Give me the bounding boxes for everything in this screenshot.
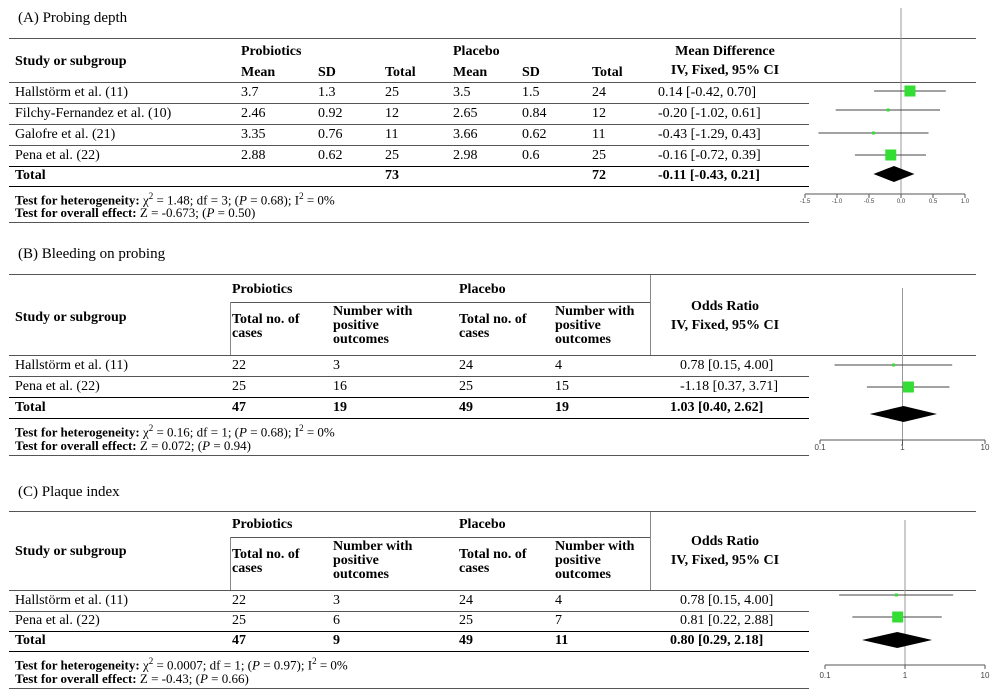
probiotics-total-cases: 25 <box>232 613 246 628</box>
total-rule <box>9 166 809 167</box>
placebo-total: 11 <box>592 127 606 142</box>
pooled-effect-ci: -0.11 [-0.43, 0.21] <box>658 168 760 183</box>
table-bottom-rule <box>9 688 809 689</box>
pooled-effect-diamond <box>873 166 914 182</box>
x-tick-label: 10 <box>980 671 990 680</box>
probiotics-sd: 1.3 <box>318 85 336 100</box>
probiotics-mean: 3.35 <box>241 127 266 142</box>
table-bottom-rule <box>9 455 809 456</box>
heterogeneity-i2: = 0% <box>303 424 335 440</box>
p-symbol: P <box>202 438 211 453</box>
study-effect-marker <box>904 86 915 97</box>
placebo-positive: 4 <box>555 358 562 373</box>
header-placebo: Placebo <box>453 44 500 59</box>
effect-ci: 0.81 [0.22, 2.88] <box>680 613 774 628</box>
header-study: Study or subgroup <box>15 310 127 325</box>
study-name: Hallstörm et al. (11) <box>15 85 129 100</box>
table-bottom-rule <box>9 222 809 223</box>
heterogeneity-label: Test for heterogeneity: <box>15 192 140 208</box>
header-study: Study or subgroup <box>15 544 127 559</box>
header-placebo: Placebo <box>459 517 506 532</box>
heterogeneity-stat: = 0.0007; df = 1; ( <box>153 657 253 673</box>
chi-superscript: 2 <box>148 423 154 433</box>
chi-superscript: 2 <box>148 656 154 666</box>
header-effect-method: IV, Fixed, 95% CI <box>670 318 780 333</box>
forest-plot <box>815 515 1000 685</box>
p-symbol: P <box>206 205 215 220</box>
header-probiotics: Probiotics <box>241 44 302 59</box>
heterogeneity-p: = 0.97); I <box>259 657 313 673</box>
overall-effect-p: = 0.94) <box>210 438 251 453</box>
study-name: Filchy-Fernandez et al. (10) <box>15 106 172 121</box>
heterogeneity-label: Test for heterogeneity: <box>15 657 140 673</box>
probiotics-total: 11 <box>385 127 399 142</box>
x-tick-label: 1 <box>900 443 905 452</box>
group-header-rule <box>230 302 650 303</box>
x-tick-label: 0.5 <box>928 199 938 205</box>
column-divider <box>230 302 231 355</box>
heterogeneity-test <box>15 421 335 439</box>
header-mean-2: Mean <box>453 65 488 80</box>
table-top-rule <box>9 511 976 512</box>
header-total-cases-1: Total no. of cases <box>232 312 300 341</box>
placebo-total-sum: 72 <box>592 168 606 183</box>
pooled-effect-ci: 0.80 [0.29, 2.18] <box>670 633 764 648</box>
heterogeneity-i2: = 0% <box>316 657 348 673</box>
forest-plot <box>810 280 995 460</box>
heterogeneity-i2: = 0% <box>303 192 335 208</box>
placebo-mean: 2.98 <box>453 148 478 163</box>
overall-effect-p: = 0.50) <box>214 205 256 220</box>
probiotics-sd: 0.76 <box>318 127 343 142</box>
row-rule <box>9 145 809 146</box>
effect-ci: 0.14 [-0.42, 0.70] <box>658 85 756 100</box>
header-total-1: Total <box>385 65 416 80</box>
placebo-sd: 1.5 <box>522 85 540 100</box>
study-effect-marker <box>885 150 896 161</box>
placebo-total: 24 <box>592 85 606 100</box>
chi-symbol: χ <box>142 657 149 673</box>
i-superscript: 2 <box>299 191 304 201</box>
x-tick-label: 1.0 <box>960 199 970 205</box>
header-mean-1: Mean <box>241 65 276 80</box>
x-tick-label: -1.5 <box>799 199 811 205</box>
heterogeneity-test <box>15 654 348 672</box>
overall-effect-test <box>15 672 249 686</box>
total-label: Total <box>15 400 46 415</box>
total-bottom-rule <box>9 418 809 419</box>
probiotics-positive: 3 <box>333 593 340 608</box>
total-label: Total <box>15 633 46 648</box>
probiotics-total-cases: 22 <box>232 593 246 608</box>
panel-title: (A) Probing depth <box>18 10 128 26</box>
study-name: Galofre et al. (21) <box>15 127 116 142</box>
study-effect-marker <box>887 109 890 112</box>
heterogeneity-label: Test for heterogeneity: <box>15 424 140 440</box>
pooled-effect-diamond <box>862 632 932 648</box>
p-symbol: P <box>239 424 247 440</box>
placebo-positive-sum: 11 <box>555 633 569 648</box>
total-bottom-rule <box>9 186 809 187</box>
row-rule <box>9 611 809 612</box>
header-probiotics: Probiotics <box>232 282 293 297</box>
row-rule <box>9 376 809 377</box>
effect-ci: -0.43 [-1.29, 0.43] <box>658 127 761 142</box>
probiotics-positive-sum: 19 <box>333 400 347 415</box>
header-effect-measure: Mean Difference <box>675 44 775 59</box>
placebo-total-cases: 24 <box>459 358 473 373</box>
total-rule <box>9 397 809 398</box>
overall-effect-label: Test for overall effect: <box>15 205 137 220</box>
p-symbol: P <box>239 192 247 208</box>
study-name: Hallstörm et al. (11) <box>15 358 129 373</box>
overall-effect-p: = 0.66) <box>207 671 249 686</box>
total-bottom-rule <box>9 651 809 652</box>
header-positive-2: Number with positive outcomes <box>555 304 635 347</box>
probiotics-total-sum: 73 <box>385 168 399 183</box>
chi-superscript: 2 <box>148 191 154 201</box>
probiotics-mean: 3.7 <box>241 85 259 100</box>
overall-effect-z: Z = -0.43; ( <box>136 671 200 686</box>
header-probiotics: Probiotics <box>232 517 293 532</box>
probiotics-mean: 2.88 <box>241 148 266 163</box>
header-total-cases-2: Total no. of cases <box>459 312 527 341</box>
probiotics-mean: 2.46 <box>241 106 266 121</box>
x-tick-label: -0.5 <box>863 199 875 205</box>
placebo-mean: 3.66 <box>453 127 478 142</box>
i-superscript: 2 <box>312 656 317 666</box>
probiotics-total-cases: 25 <box>232 379 246 394</box>
study-name: Pena et al. (22) <box>15 379 100 394</box>
x-tick-label: 10 <box>980 443 990 452</box>
study-name: Pena et al. (22) <box>15 613 100 628</box>
forest-plot <box>800 0 980 215</box>
header-total-cases-2: Total no. of cases <box>459 547 527 576</box>
overall-effect-test <box>15 439 251 453</box>
probiotics-total: 12 <box>385 106 399 121</box>
probiotics-total: 25 <box>385 85 399 100</box>
chi-symbol: χ <box>142 192 149 208</box>
column-divider <box>650 275 651 355</box>
heterogeneity-stat: = 1.48; df = 3; ( <box>153 192 240 208</box>
table-top-rule <box>9 274 976 275</box>
placebo-sd: 0.84 <box>522 106 547 121</box>
heterogeneity-p: = 0.68); I <box>246 192 300 208</box>
placebo-positive: 7 <box>555 613 562 628</box>
overall-effect-z: Z = -0.673; ( <box>136 205 207 220</box>
overall-effect-z: Z = 0.072; ( <box>136 438 203 453</box>
placebo-sd: 0.6 <box>522 148 540 163</box>
header-sd-1: SD <box>318 65 336 80</box>
header-sd-2: SD <box>522 65 540 80</box>
placebo-total-cases: 25 <box>459 613 473 628</box>
probiotics-total-sum: 47 <box>232 400 246 415</box>
total-rule <box>9 631 809 632</box>
placebo-total: 25 <box>592 148 606 163</box>
row-rule <box>9 103 809 104</box>
study-effect-marker <box>903 382 914 393</box>
overall-effect-test <box>15 206 255 220</box>
probiotics-total: 25 <box>385 148 399 163</box>
chi-symbol: χ <box>142 424 149 440</box>
header-effect-method: IV, Fixed, 95% CI <box>670 553 780 568</box>
study-effect-marker <box>892 612 903 623</box>
effect-ci: 0.78 [0.15, 4.00] <box>680 593 774 608</box>
header-placebo: Placebo <box>459 282 506 297</box>
x-tick-label: 0.1 <box>814 443 826 452</box>
heterogeneity-p: = 0.68); I <box>246 424 300 440</box>
probiotics-total-cases: 22 <box>232 358 246 373</box>
heterogeneity-stat: = 0.16; df = 1; ( <box>153 424 240 440</box>
placebo-total-sum: 49 <box>459 633 473 648</box>
probiotics-positive-sum: 9 <box>333 633 340 648</box>
placebo-total-cases: 25 <box>459 379 473 394</box>
probiotics-positive: 6 <box>333 613 340 628</box>
pooled-effect-ci: 1.03 [0.40, 2.62] <box>670 400 764 415</box>
study-effect-marker <box>892 364 895 367</box>
header-effect-measure: Odds Ratio <box>690 534 760 549</box>
overall-effect-label: Test for overall effect: <box>15 438 137 453</box>
probiotics-positive: 3 <box>333 358 340 373</box>
study-effect-marker <box>872 132 875 135</box>
placebo-sd: 0.62 <box>522 127 547 142</box>
header-total-2: Total <box>592 65 623 80</box>
placebo-total: 12 <box>592 106 606 121</box>
panel-title: (B) Bleeding on probing <box>18 246 166 262</box>
probiotics-positive: 16 <box>333 379 347 394</box>
effect-ci: 0.78 [0.15, 4.00] <box>680 358 774 373</box>
row-rule <box>9 124 809 125</box>
effect-ci: -1.18 [0.37, 3.71] <box>680 379 778 394</box>
effect-ci: -0.20 [-1.02, 0.61] <box>658 106 761 121</box>
effect-ci: -0.16 [-0.72, 0.39] <box>658 148 761 163</box>
x-tick-label: -1.0 <box>831 199 843 205</box>
header-effect-method: IV, Fixed, 95% CI <box>670 63 780 78</box>
overall-effect-label: Test for overall effect: <box>15 671 137 686</box>
header-positive-1: Number with positive outcomes <box>333 304 413 347</box>
panel-title: (C) Plaque index <box>18 484 120 500</box>
placebo-mean: 2.65 <box>453 106 478 121</box>
probiotics-sd: 0.92 <box>318 106 343 121</box>
x-tick-label: 0.0 <box>896 199 906 205</box>
header-effect-measure: Odds Ratio <box>690 299 760 314</box>
group-header-rule <box>230 537 650 538</box>
total-label: Total <box>15 168 46 183</box>
study-name: Hallstörm et al. (11) <box>15 593 129 608</box>
i-superscript: 2 <box>299 423 304 433</box>
header-total-cases-1: Total no. of cases <box>232 547 300 576</box>
probiotics-sd: 0.62 <box>318 148 343 163</box>
x-tick-label: 0.1 <box>819 671 831 680</box>
header-positive-1: Number with positive outcomes <box>333 539 413 582</box>
pooled-effect-diamond <box>870 406 937 422</box>
placebo-mean: 3.5 <box>453 85 471 100</box>
column-divider <box>230 537 231 590</box>
study-name: Pena et al. (22) <box>15 148 100 163</box>
x-tick-label: 1 <box>902 671 908 680</box>
placebo-positive: 4 <box>555 593 562 608</box>
header-study: Study or subgroup <box>15 54 127 69</box>
header-positive-2: Number with positive outcomes <box>555 539 635 582</box>
p-symbol: P <box>252 657 260 673</box>
study-effect-marker <box>895 594 898 597</box>
placebo-total-cases: 24 <box>459 593 473 608</box>
placebo-positive: 15 <box>555 379 569 394</box>
column-divider <box>650 512 651 590</box>
placebo-total-sum: 49 <box>459 400 473 415</box>
placebo-positive-sum: 19 <box>555 400 569 415</box>
p-symbol: P <box>199 671 208 686</box>
probiotics-total-sum: 47 <box>232 633 246 648</box>
